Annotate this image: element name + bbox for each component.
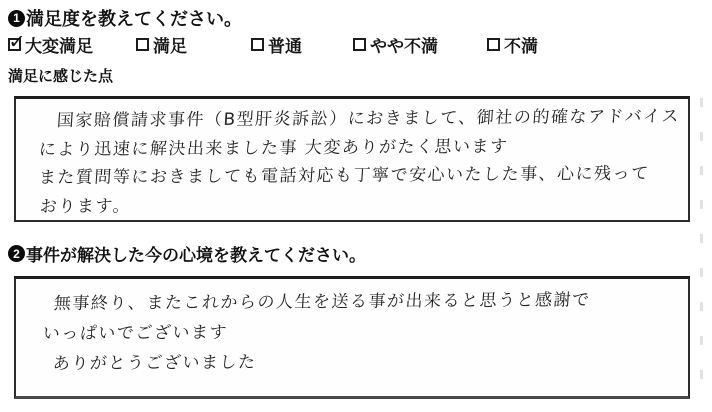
q1-handwriting-line-3: また質問等におきましても電話対応も丁寧で安心いたした事、心に残って	[38, 163, 651, 188]
q2-answer-box[interactable]	[14, 276, 690, 399]
option-label-very-satisfied: 大変満足	[25, 37, 93, 57]
satisfaction-options-row	[0, 31, 712, 57]
question-2-number-icon: 2	[8, 245, 25, 262]
q1-handwriting-line-1: 国家賠償請求事件（B型肝炎訴訟）におきまして、御社の的確なアドバイス	[56, 106, 681, 131]
q2-handwriting-line-2: いっぱいでございます	[42, 322, 229, 344]
option-label-somewhat-dissatisfied: やや不満	[370, 37, 438, 57]
q1-handwriting-line-4: おります。	[39, 196, 132, 217]
checkbox-dissatisfied[interactable]	[487, 38, 500, 51]
question-2-title: 事件が解決した今の心境を教えてください。	[26, 246, 366, 266]
q2-handwriting-line-1: 無事終り、またこれからの人生を送る事が出来ると思うと感謝で	[53, 290, 592, 314]
checkbox-satisfied[interactable]	[136, 38, 149, 51]
option-dissatisfied[interactable]	[487, 32, 538, 57]
option-very-satisfied[interactable]	[8, 32, 93, 57]
option-neutral[interactable]	[251, 32, 302, 57]
check-mark-icon: ✓	[8, 31, 26, 53]
option-somewhat-dissatisfied[interactable]	[353, 32, 438, 57]
checkbox-very-satisfied[interactable]	[8, 31, 26, 53]
q2-handwriting-line-3: ありがとうございました	[52, 352, 258, 374]
q1-answer-box[interactable]	[14, 96, 690, 222]
checkbox-neutral[interactable]	[251, 38, 264, 51]
question-1-heading	[8, 5, 242, 31]
scan-artifact	[700, 98, 703, 390]
question-1-title: 満足度を教えてください。	[26, 9, 242, 30]
option-label-neutral: 普通	[268, 37, 302, 57]
question-1-number-icon: 1	[8, 10, 25, 27]
question-2-heading	[8, 241, 366, 266]
satisfied-points-label: 満足に感じた点	[8, 67, 114, 85]
option-label-satisfied: 満足	[153, 37, 187, 57]
checkbox-somewhat-dissatisfied[interactable]	[353, 38, 366, 51]
option-label-dissatisfied: 不満	[504, 37, 538, 57]
q1-handwriting-line-2: により迅速に解決出来ました事 大変ありがたく思います	[38, 136, 510, 160]
option-satisfied[interactable]	[136, 32, 187, 57]
